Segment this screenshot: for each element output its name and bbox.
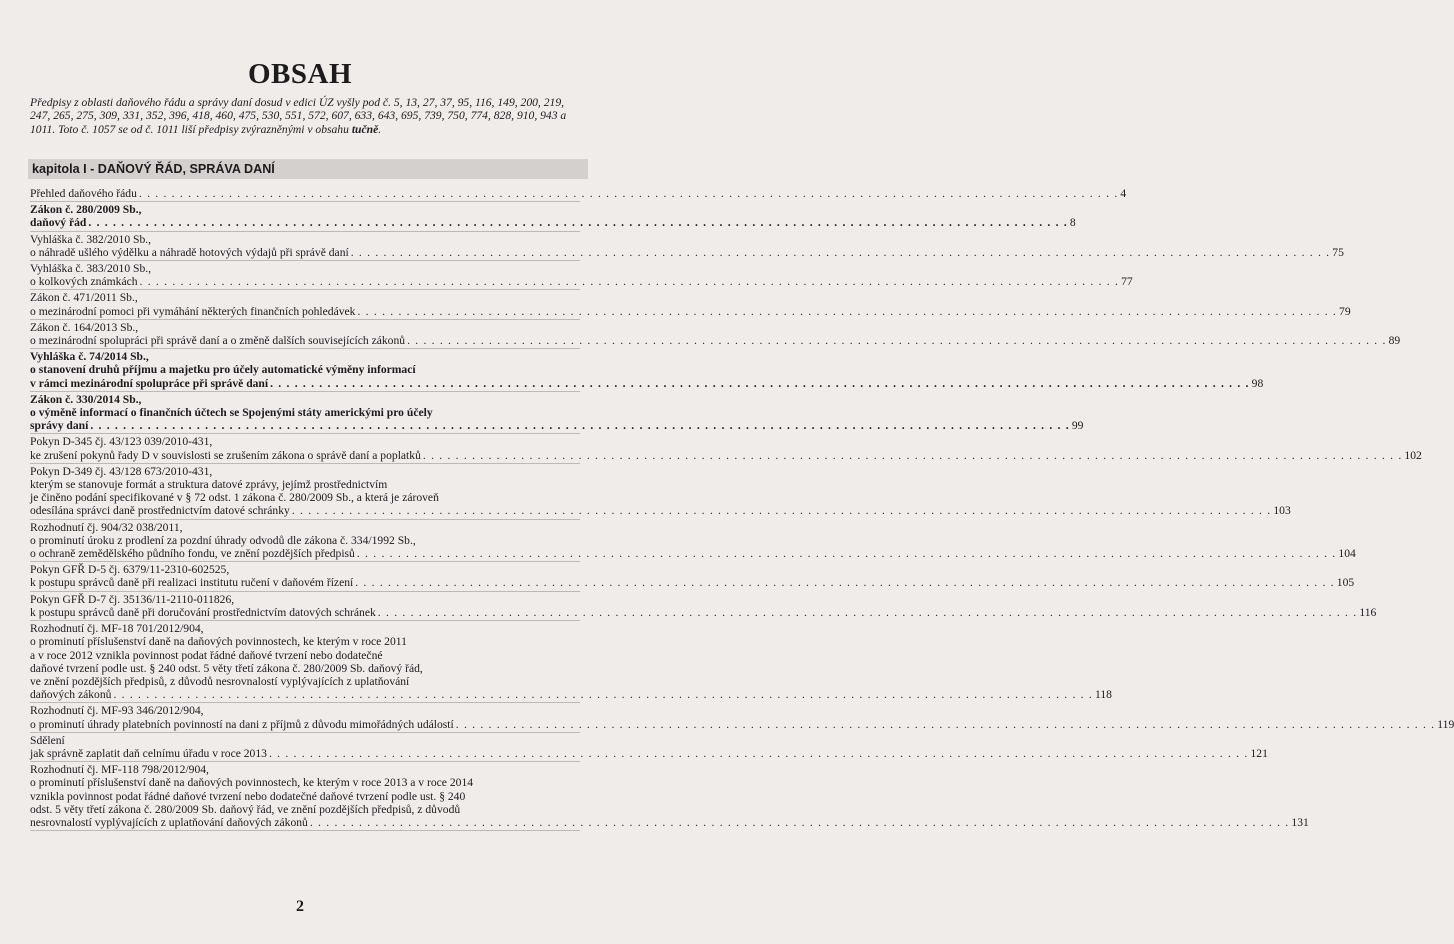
toc-entry	[30, 261, 1133, 290]
toc-entry-line: kterým se stanovuje formát a struktura datové zprávy, jejímž prostřednictvím	[30, 478, 388, 492]
toc-entry-line: Sdělení	[30, 733, 65, 747]
toc-entry-line: Zákon č. 330/2014 Sb.,	[30, 392, 142, 406]
toc-entry	[30, 232, 1344, 261]
toc-entry-text: o kolkových známkách	[30, 275, 138, 289]
toc-entry-last-line	[30, 717, 1454, 731]
toc-entry-line: je činěno podání specifikované v § 72 odst. 1 zákona č. 280/2009 Sb., a která je zároveň	[30, 491, 439, 505]
toc-entry	[30, 520, 1356, 563]
dot-leader: . . . . . . . . . . . . . . . . . . . . . . . . . . . . . . . . . . . . . . . . . . . . . . . . . . . . . . . . . . . . . . . . . . . . . . . . . . . . . . . . . . . . . . . . . . . . . . . . . . . . . . . . . . . . . . . . . . . . . . . .	[268, 746, 1249, 760]
toc-entry	[30, 621, 1112, 703]
table-of-contents	[30, 186, 1454, 831]
intro-end: .	[378, 122, 382, 136]
toc-entry-last-line	[30, 504, 1291, 518]
toc-entry-page: 79	[1339, 304, 1351, 318]
toc-entry	[30, 434, 1422, 463]
toc-entry-last-line	[30, 216, 1076, 230]
toc-entry-line: Rozhodnutí čj. MF-18 701/2012/904,	[30, 622, 204, 636]
toc-entry-line: Zákon č. 280/2009 Sb.,	[30, 203, 142, 217]
toc-entry-text: v rámci mezinárodní spolupráce při správě daní	[30, 376, 269, 390]
toc-entry-page: 119	[1437, 717, 1454, 731]
toc-entry	[30, 290, 1351, 319]
toc-entry-page: 89	[1388, 334, 1401, 348]
toc-entry-last-line	[30, 746, 1268, 760]
toc-entry-page: 118	[1094, 688, 1112, 702]
toc-entry-text: daňový řád	[30, 216, 87, 230]
toc-entry	[30, 592, 1377, 621]
page-title: OBSAH	[247, 58, 353, 90]
toc-entry-text: o ochraně zemědělského půdního fondu, ve znění pozdějších předpisů	[30, 547, 355, 561]
toc-entry-text: jak správně zaplatit daň celnímu úřadu v roce 2013	[30, 746, 267, 760]
toc-entry-text: odesílána správci daně prostřednictvím datové schránky	[30, 504, 290, 518]
intro-bold-word: tučně	[351, 122, 379, 136]
page-number: 2	[296, 898, 304, 915]
toc-entry-page: 4	[1120, 187, 1127, 200]
dot-leader: . . . . . . . . . . . . . . . . . . . . . . . . . . . . . . . . . . . . . . . . . . . . . . . . . . . . . . . . . . . . . . . . . . . . . . . . . . . . . . . . . . . . . . . . . . . . . . . . . . . . . . . . . . . . . . . . . . . . . . . .	[422, 448, 1403, 462]
toc-entry-last-line	[30, 419, 1084, 433]
dot-leader: . . . . . . . . . . . . . . . . . . . . . . . . . . . . . . . . . . . . . . . . . . . . . . . . . . . . . . . . . . . . . . . . . . . . . . . . . . . . . . . . . . . . . . . . . . . . . . . . . . . . . . . . . . . . . . . . . . . . . . . .	[350, 245, 1331, 259]
toc-entry-last-line	[30, 334, 1401, 348]
toc-entry-line: Zákon č. 164/2013 Sb.,	[30, 320, 139, 334]
intro-text: Předpisy z oblasti daňového řádu a správy daní dosud v edici ÚZ vyšly pod č. 5, 13, 27, 37, 95, 116, 149, 200, 219, 247, 265, 275, 309, 331, 352, 396, 418, 460, 475, 530, 551, 572, 607, 633, 643, 695, 739, 750, 774, 828, 910, 943 a 1011. Toto č. 1057 se od č. 1011 liší předpisy zvýrazněnými v obsahu	[30, 96, 567, 136]
toc-entry-line: Vyhláška č. 74/2014 Sb.,	[30, 350, 149, 364]
toc-entry	[30, 733, 1268, 762]
dot-leader: . . . . . . . . . . . . . . . . . . . . . . . . . . . . . . . . . . . . . . . . . . . . . . . . . . . . . . . . . . . . . . . . . . . . . . . . . . . . . . . . . . . . . . . . . . . . . . . . . . . . . . . . . . . . . . . . . . . . . . . .	[139, 275, 1120, 289]
toc-entry-line: Rozhodnutí čj. MF-118 798/2012/904,	[30, 763, 209, 777]
dot-leader: . . . . . . . . . . . . . . . . . . . . . . . . . . . . . . . . . . . . . . . . . . . . . . . . . . . . . . . . . . . . . . . . . . . . . . . . . . . . . . . . . . . . . . . . . . . . . . . . . . . . . . . . . . . . . . . . . . . . . . . .	[357, 304, 1338, 318]
dot-leader: . . . . . . . . . . . . . . . . . . . . . . . . . . . . . . . . . . . . . . . . . . . . . . . . . . . . . . . . . . . . . . . . . . . . . . . . . . . . . . . . . . . . . . . . . . . . . . . . . . . . . . . . . . . . . . . . . . . . . . . .	[455, 717, 1436, 731]
dot-leader: . . . . . . . . . . . . . . . . . . . . . . . . . . . . . . . . . . . . . . . . . . . . . . . . . . . . . . . . . . . . . . . . . . . . . . . . . . . . . . . . . . . . . . . . . . . . . . . . . . . . . . . . . . . . . . . . . . . . . . . .	[90, 419, 1070, 433]
toc-entry-last-line	[30, 187, 1127, 200]
toc-entry-last-line	[30, 688, 1112, 702]
toc-entry	[30, 320, 1401, 349]
dot-leader: . . . . . . . . . . . . . . . . . . . . . . . . . . . . . . . . . . . . . . . . . . . . . . . . . . . . . . . . . . . . . . . . . . . . . . . . . . . . . . . . . . . . . . . . . . . . . . . . . . . . . . . . . . . . . . . . . . . . . . . .	[356, 547, 1337, 561]
toc-entry-last-line	[30, 245, 1344, 259]
dot-leader: . . . . . . . . . . . . . . . . . . . . . . . . . . . . . . . . . . . . . . . . . . . . . . . . . . . . . . . . . . . . . . . . . . . . . . . . . . . . . . . . . . . . . . . . . . . . . . . . . . . . . . . . . . . . . . . . . . . . . . . .	[355, 576, 1335, 590]
toc-entry-text: k postupu správců daně při realizaci institutu ručení v daňovém řízení	[30, 576, 354, 590]
toc-entry-text: ke zrušení pokynů řady D v souvislosti se zrušením zákona o správě daní a poplatků	[30, 448, 421, 462]
toc-entry-page: 121	[1250, 746, 1268, 760]
toc-entry-line: o prominutí příslušenství daně na daňových povinnostech, ke kterým v roce 2013 a v roce 2014	[30, 776, 474, 790]
toc-entry-page: 77	[1121, 275, 1133, 289]
dot-leader: . . . . . . . . . . . . . . . . . . . . . . . . . . . . . . . . . . . . . . . . . . . . . . . . . . . . . . . . . . . . . . . . . . . . . . . . . . . . . . . . . . . . . . . . . . . . . . . . . . . . . . . . . . . . . . . . . . . . . . . .	[309, 815, 1290, 829]
dot-leader: . . . . . . . . . . . . . . . . . . . . . . . . . . . . . . . . . . . . . . . . . . . . . . . . . . . . . . . . . . . . . . . . . . . . . . . . . . . . . . . . . . . . . . . . . . . . . . . . . . . . . . . . . . . . . . . . . . . . . . . .	[138, 187, 1119, 200]
toc-entry	[30, 762, 1309, 831]
toc-entry-page: 131	[1291, 815, 1309, 829]
toc-entry-line: Pokyn GFŘ D-7 čj. 35136/11-2110-011826,	[30, 592, 235, 606]
toc-entry	[30, 349, 1264, 392]
dot-leader: . . . . . . . . . . . . . . . . . . . . . . . . . . . . . . . . . . . . . . . . . . . . . . . . . . . . . . . . . . . . . . . . . . . . . . . . . . . . . . . . . . . . . . . . . . . . . . . . . . . . . . . . . . . . . . . . . . . . . . . .	[113, 688, 1093, 702]
toc-entry-text: o mezinárodní spolupráci při správě daní a o změně dalších souvisejících zákonů	[30, 334, 406, 348]
intro-paragraph	[30, 96, 582, 136]
toc-entry-last-line	[30, 576, 1355, 590]
toc-entry-page: 104	[1338, 547, 1356, 561]
chapter-heading: kapitola I - DAŇOVÝ ŘÁD, SPRÁVA DANÍ	[28, 159, 588, 179]
toc-entry-last-line	[30, 304, 1351, 318]
toc-entry-line: Pokyn D-345 čj. 43/123 039/2010-431,	[30, 435, 213, 449]
toc-entry	[30, 464, 1291, 520]
toc-entry-page: 102	[1404, 448, 1422, 462]
toc-entry-line: o výměně informací o finančních účtech se Spojenými státy americkými pro účely	[30, 406, 433, 420]
dot-leader: . . . . . . . . . . . . . . . . . . . . . . . . . . . . . . . . . . . . . . . . . . . . . . . . . . . . . . . . . . . . . . . . . . . . . . . . . . . . . . . . . . . . . . . . . . . . . . . . . . . . . . . . . . . . . . . . . . . . . . . .	[88, 216, 1068, 230]
dot-leader: . . . . . . . . . . . . . . . . . . . . . . . . . . . . . . . . . . . . . . . . . . . . . . . . . . . . . . . . . . . . . . . . . . . . . . . . . . . . . . . . . . . . . . . . . . . . . . . . . . . . . . . . . . . . . . . . . . . . . . . .	[270, 376, 1250, 390]
toc-entry-text: o náhradě ušlého výdělku a náhradě hotových výdajů při správě daní	[30, 245, 349, 259]
toc-entry-last-line	[30, 547, 1356, 561]
toc-entry-text: o prominutí úhrady platebních povinností na dani z příjmů z důvodu mimořádných událostí	[30, 717, 454, 731]
toc-entry-text: o mezinárodní pomoci při vymáhání některých finančních pohledávek	[30, 304, 356, 318]
toc-entry	[30, 392, 1084, 435]
toc-entry-line: o prominutí úroku z prodlení za pozdní úhrady odvodů dle zákona č. 334/1992 Sb.,	[30, 533, 416, 547]
toc-entry-line: vznikla povinnost podat řádné daňové tvrzení nebo dodatečné daňové tvrzení podle ust. § 240	[30, 789, 466, 803]
toc-entry-page: 99	[1071, 419, 1084, 433]
toc-entry-text: k postupu správců daně při doručování prostřednictvím datových schránek	[30, 605, 376, 619]
toc-entry-page: 8	[1069, 216, 1076, 230]
dot-leader: . . . . . . . . . . . . . . . . . . . . . . . . . . . . . . . . . . . . . . . . . . . . . . . . . . . . . . . . . . . . . . . . . . . . . . . . . . . . . . . . . . . . . . . . . . . . . . . . . . . . . . . . . . . . . . . . . . . . . . . .	[291, 504, 1272, 518]
toc-entry	[30, 562, 1355, 591]
toc-entry-text: správy daní	[30, 419, 89, 433]
toc-entry-line: Rozhodnutí čj. 904/32 038/2011,	[30, 520, 183, 534]
toc-entry-line: odst. 5 věty třetí zákona č. 280/2009 Sb. daňový řád, ve znění pozdějších předpisů, z důvodů	[30, 802, 461, 816]
toc-entry-text: nesrovnalostí vyplývajících z uplatňování daňových zákonů	[30, 815, 308, 829]
toc-entry-page: 116	[1359, 605, 1377, 619]
toc-entry-line: a v roce 2012 vznikla povinnost podat řádné daňové tvrzení nebo dodatečné	[30, 648, 383, 662]
toc-entry-page: 75	[1332, 245, 1344, 259]
toc-entry-line: Zákon č. 471/2011 Sb.,	[30, 291, 138, 305]
toc-entry-line: Rozhodnutí čj. MF-93 346/2012/904,	[30, 704, 204, 718]
toc-entry-line: Vyhláška č. 383/2010 Sb.,	[30, 262, 152, 276]
toc-entry-line: ve znění pozdějších předpisů, z důvodů nesrovnalostí vyplývajících z uplatňování	[30, 674, 410, 688]
toc-entry-text: Přehled daňového řádu	[30, 187, 137, 200]
toc-entry-page: 98	[1251, 376, 1264, 390]
toc-entry	[30, 703, 1454, 732]
toc-entry-line: o prominutí příslušenství daně na daňových povinnostech, ke kterým v roce 2011	[30, 635, 407, 649]
toc-entry-line: Vyhláška č. 382/2010 Sb.,	[30, 232, 152, 246]
toc-entry-text: daňových zákonů	[30, 688, 112, 702]
dot-leader: . . . . . . . . . . . . . . . . . . . . . . . . . . . . . . . . . . . . . . . . . . . . . . . . . . . . . . . . . . . . . . . . . . . . . . . . . . . . . . . . . . . . . . . . . . . . . . . . . . . . . . . . . . . . . . . . . . . . . . . .	[407, 334, 1387, 348]
toc-entry-last-line	[30, 275, 1133, 289]
toc-entry	[30, 202, 1076, 231]
toc-entry-page: 103	[1273, 504, 1291, 518]
toc-entry-last-line	[30, 605, 1377, 619]
dot-leader: . . . . . . . . . . . . . . . . . . . . . . . . . . . . . . . . . . . . . . . . . . . . . . . . . . . . . . . . . . . . . . . . . . . . . . . . . . . . . . . . . . . . . . . . . . . . . . . . . . . . . . . . . . . . . . . . . . . . . . . .	[377, 605, 1358, 619]
toc-entry-last-line	[30, 448, 1422, 462]
toc-entry-line: daňové tvrzení podle ust. § 240 odst. 5 věty třetí zákona č. 280/2009 Sb. daňový řád,	[30, 661, 423, 675]
toc-entry-last-line	[30, 376, 1264, 390]
toc-entry-line: o stanovení druhů příjmu a majetku pro účely automatické výměny informací	[30, 363, 416, 377]
toc-entry	[30, 186, 1127, 202]
toc-entry-line: Pokyn D-349 čj. 43/128 673/2010-431,	[30, 464, 213, 478]
toc-entry-last-line	[30, 815, 1309, 829]
toc-entry-line: Pokyn GFŘ D-5 čj. 6379/11-2310-602525,	[30, 563, 230, 577]
toc-entry-page: 105	[1336, 576, 1355, 590]
